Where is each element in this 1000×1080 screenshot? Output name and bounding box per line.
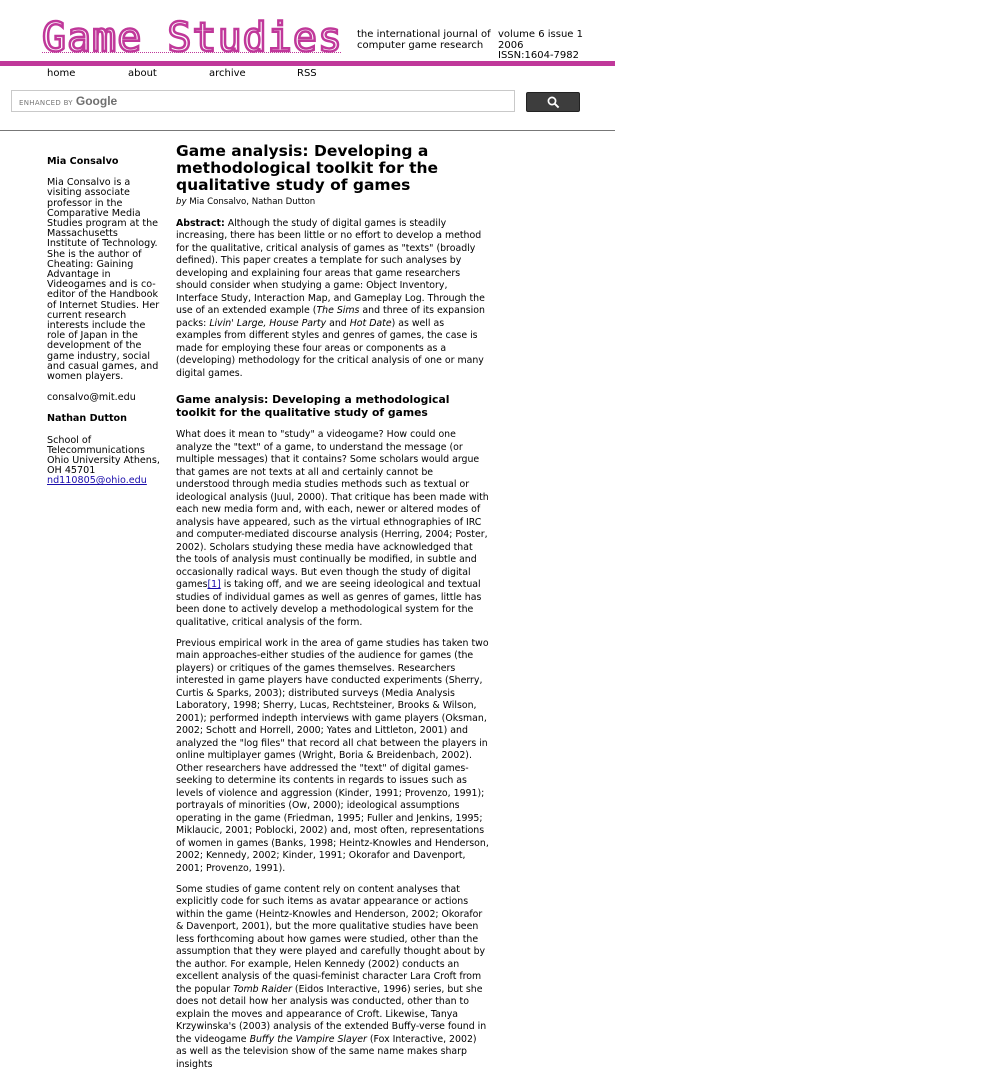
year-label: 2006 xyxy=(498,39,524,51)
search-icon xyxy=(547,96,560,109)
paragraph-3: Some studies of game content rely on content analyses that explicitly code for such items as avatar appearance or actions within the game (Heintz-Knowles and Henderson, 2002; Okorafor & Davenport, 2001), but the more qualitative studies have been less forthcoming about how games were studied, other than the assumption that they were played and carefully thought about by the author. For example, Helen Kennedy (2002) conducts an excellent analysis of the quasi-feminist character Lara Croft from the popular Tomb Raider (Eidos Interactive, 1996) series, but she does not detail how her analysis was conducted, other than to explain the moves and appearance of Croft. Likewise, Tanya Krzywinska's (2003) analysis of the extended Buffy-verse found in the videogame Buffy the Vampire Slayer (Fox Interactive, 2002) as well as the television show of the same name makes sharp insights xyxy=(176,883,487,1070)
journal-tagline: the international journal of computer game research xyxy=(357,29,491,51)
main-nav xyxy=(0,68,615,82)
search-button[interactable] xyxy=(526,92,580,112)
article-authors: Mia Consalvo, Nathan Dutton xyxy=(189,197,316,207)
volume-label: volume 6 issue 1 xyxy=(498,29,583,40)
issue-info xyxy=(498,30,613,62)
google-wordmark: Google xyxy=(75,94,118,108)
issn-label: ISSN:1604-7982 xyxy=(498,50,580,61)
article-title: Game analysis: Developing a methodological toolkit for the qualitative study of games xyxy=(176,142,439,194)
paragraph-1: What does it mean to "study" a videogame? How could one analyze the "text" of a game, to understand the message (or multiple messages) that it contains? Some scholars would argue that games are not texts at all and certainly cannot be understood through media studies methods such as textual or ideological analysis (Juul, 2000). That critique has been made with each new media form and, with each, newer or altered modes of analysis have appeared, such as the virtual ethnographies of IRC and computer-mediated discourse analysis (Herring, 2004; Poster, 2002). Scholars studying these media have acknowledged that the tools of analysis must continually be modified, in subtle and occasionally radical ways. But even though the study of digital games[1] is taking off, and we are seeing ideological and textual studies of individual games as well as genres of games, little has been done to actively develop a methodological system for the qualitative, critical analysis of the form. xyxy=(176,429,489,628)
article-body xyxy=(176,143,489,1080)
author2-affiliation: School of Telecommunications Ohio University Athens, OH 45701 xyxy=(47,434,160,477)
search-placeholder: ENHANCED BY Google xyxy=(19,94,118,108)
nav-about[interactable]: about xyxy=(128,68,157,79)
search-divider xyxy=(0,130,615,131)
abstract: Abstract: Although the study of digital games is steadily increasing, there has been little or no effort to develop a method for the qualitative, critical analysis of games as "texts" (broadly defined). This paper creates a template for such analyses by developing and explaining four areas that game researchers should consider when studying a game: Object Inventory, Interface Study, Interaction Map, and Gameplay Log. Through the use of an extended example (The Sims and three of its expansion packs: Livin' Large, House Party and Hot Date) as well as examples from different styles and genres of games, the case is made for employing these four areas or components as a (developing) methodology for the critical analysis of one or many digital games. xyxy=(176,217,485,379)
article-byline: by Mia Consalvo, Nathan Dutton xyxy=(176,197,316,207)
author2-email-link[interactable]: nd110805@ohio.edu xyxy=(47,475,147,487)
author1-name: Mia Consalvo xyxy=(47,156,119,167)
nav-archive[interactable]: archive xyxy=(209,68,246,79)
author1-bio: Mia Consalvo is a visiting associate professor in the Comparative Media Studies program at the Massachusetts Institute of Technology. She is the author of Cheating: Gaining Advantage in Videogames and is co-editor of the Handbook of Internet Studies. Her current research interests include the role of Japan in the development of the game industry, social and casual games, and women players. xyxy=(47,177,160,383)
nav-rss[interactable]: RSS xyxy=(297,68,317,79)
abstract-label: Abstract: xyxy=(176,217,225,229)
site-logo[interactable]: Game Studies xyxy=(42,15,343,61)
nav-home[interactable]: home xyxy=(47,68,76,79)
author2-name: Nathan Dutton xyxy=(47,413,127,425)
paragraph-2: Previous empirical work in the area of game studies has taken two main approaches-either studies of the audience for games (the players) or critiques of the games themselves. Researchers interested in game players have conducted experiments (Sherry, Curtis & Sparks, 2003); distributed surveys (Media Analysis Laboratory, 1998; Sherry, Lucas, Rechtsteiner, Brooks & Wilson, 2001); performed indepth interviews with game players (Oksman, 2002; Schott and Horrell, 2000; Yates and Littleton, 2001) and analyzed the "log files" that record all chat between the players in online multiplayer games (Wright, Boria & Breidenbach, 2002). Other researchers have addressed the "text" of digital games-seeking to determine its contents in regards to issues such as levels of violence and aggression (Kinder, 1991; Provenzo, 1991); portrayals of minorities (Ow, 2000); ideological assumptions operating in the game (Friedman, 1995; Fuller and Jenkins, 1995; Miklaucic, 2001; Poblocki, 2002) and, most often, representations of women in games (Banks, 1998; Heintz-Knowles and Henderson, 2002; Kennedy, 2002; Kinder, 1991; Okorafor and Davenport, 2001; Provenzo, 1991). xyxy=(176,637,489,874)
author1-email: consalvo@mit.edu xyxy=(47,392,136,404)
header-divider xyxy=(0,61,615,66)
footnote-1-link[interactable]: [1] xyxy=(207,579,221,590)
search-input[interactable] xyxy=(11,90,515,112)
section-heading: Game analysis: Developing a methodological toolkit for the qualitative study of games xyxy=(176,393,450,419)
author-sidebar xyxy=(47,157,160,487)
